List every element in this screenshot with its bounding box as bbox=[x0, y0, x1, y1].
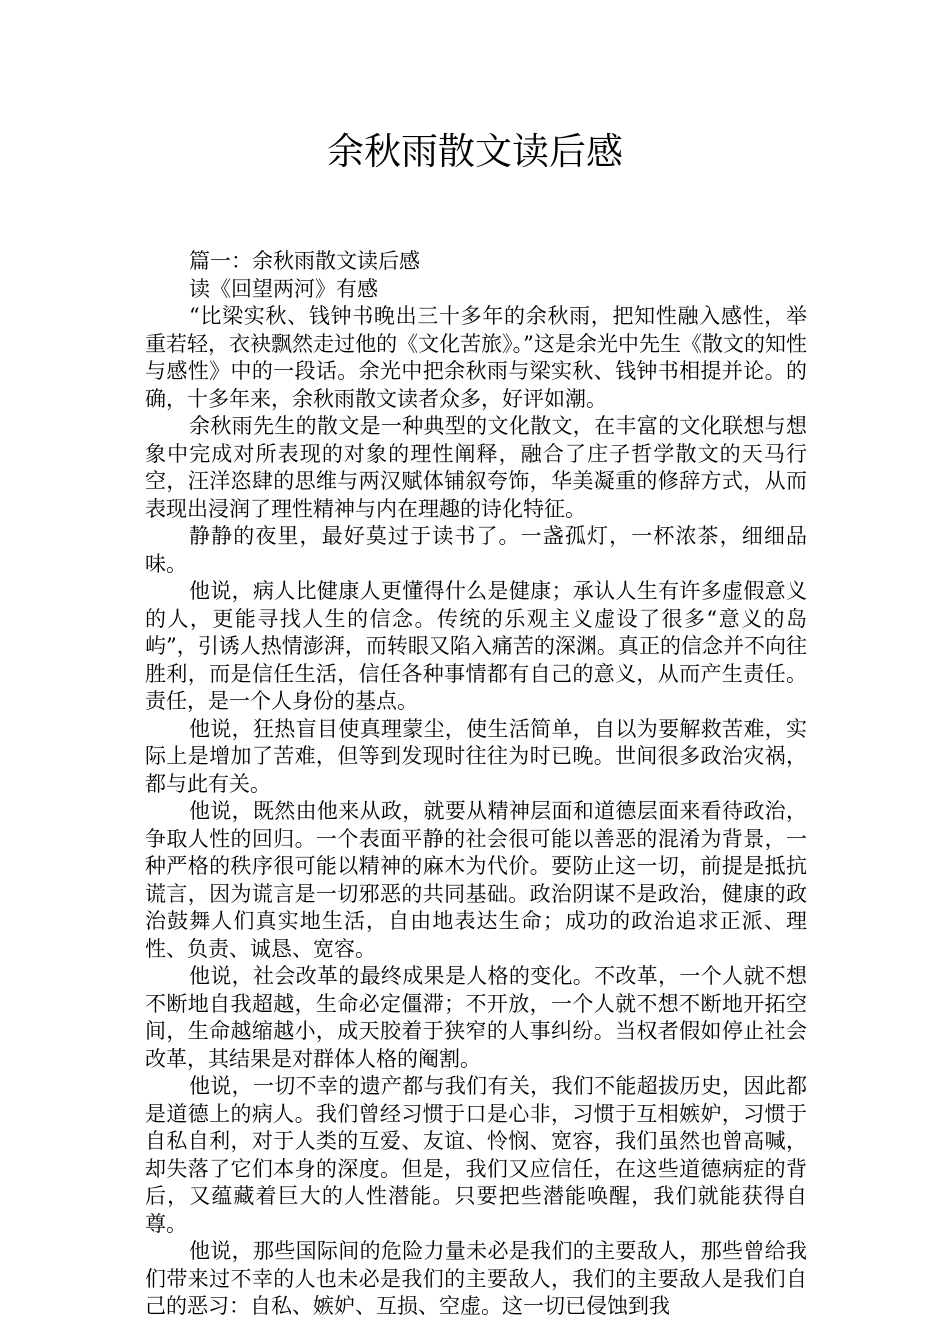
body-paragraph: 他说，既然由他来从政，就要从精神层面和道德层面来看待政治，争取人性的回归。一个表面平静的社会很可能以善恶的混淆为背景，一种严格的秩序很可能以精神的麻木为代价。要防止这一切，前提是抵抗谎言，因为谎言是一切邪恶的共同基础。政治阴谋不是政治，健康的政治鼓舞人们真实地生活，自由地表达生命；成功的政治追求正派、理性、负责、诚恳、宽容。 bbox=[145, 799, 807, 961]
section-heading: 篇一：余秋雨散文读后感 bbox=[189, 249, 420, 273]
body-paragraph: “比梁实秋、钱钟书晚出三十多年的余秋雨，把知性融入感性，举重若轻，衣袂飘然走过他的《文化苦旅》。”这是余光中先生《散文的知性与感性》中的一段话。余光中把余秋雨与梁实秋、钱钟书相提并论。的确，十多年来，余秋雨散文读者众多，好评如潮。 bbox=[145, 304, 807, 411]
body-paragraph: 他说，病人比健康人更懂得什么是健康；承认人生有许多虚假意义的人，更能寻找人生的信念。传统的乐观主义虚设了很多“意义的岛屿”，引诱人热情澎湃，而转眼又陷入痛苦的深渊。真正的信念并不向往胜利，而是信任生活，信任各种事情都有自己的意义，从而产生责任。责任，是一个人身份的基点。 bbox=[145, 579, 807, 713]
body-paragraph: 他说，社会改革的最终成果是人格的变化。不改革，一个人就不想不断地自我超越，生命必定僵滞；不开放，一个人就不想不断地开拓空间，生命越缩越小，成天胶着于狭窄的人事纠纷。当权者假如停止社会改革，其结果是对群体人格的阉割。 bbox=[145, 964, 807, 1071]
document-body bbox=[145, 248, 807, 1321]
body-paragraph: 他说，一切不幸的遗产都与我们有关，我们不能超拔历史，因此都是道德上的病人。我们曾经习惯于口是心非，习惯于互相嫉妒，习惯于自私自利，对于人类的互爱、友谊、怜悯、宽容，我们虽然也曾高喊，却失落了它们本身的深度。但是，我们又应信任，在这些道德病症的背后，又蕴藏着巨大的人性潜能。只要把些潜能唤醒，我们就能获得自尊。 bbox=[145, 1074, 807, 1236]
body-paragraph: 余秋雨先生的散文是一种典型的文化散文，在丰富的文化联想与想象中完成对所表现的对象的理性阐释，融合了庄子哲学散文的天马行空，汪洋恣肆的思维与两汉赋体铺叙夸饰，华美凝重的修辞方式，从而表现出浸润了理性精神与内在理趣的诗化特征。 bbox=[145, 414, 807, 521]
body-paragraph: 他说，那些国际间的危险力量未必是我们的主要敌人，那些曾给我们带来过不幸的人也未必是我们的主要敌人，我们的主要敌人是我们自己的恶习：自私、嫉妒、互损、空虚。这一切已侵蚀到我 bbox=[145, 1239, 807, 1318]
body-paragraph: 静静的夜里，最好莫过于读书了。一盏孤灯，一杯浓茶，细细品味。 bbox=[145, 524, 807, 576]
body-paragraph: 他说，狂热盲目使真理蒙尘，使生活简单，自以为要解救苦难，实际上是增加了苦难，但等到发现时往往为时已晚。世间很多政治灾祸，都与此有关。 bbox=[145, 716, 807, 796]
document-title: 余秋雨散文读后感 bbox=[327, 130, 623, 173]
essay-subtitle: 读《回望两河》有感 bbox=[189, 276, 378, 301]
